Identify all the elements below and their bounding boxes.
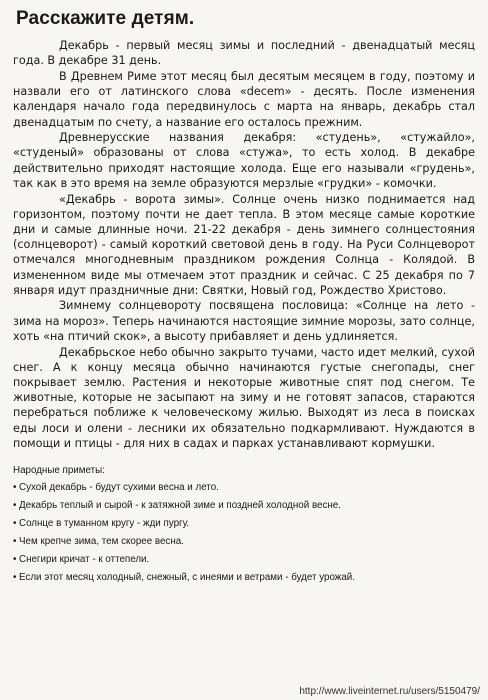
- folk-sign-item: • Сухой декабрь - будут сухими весна и лето.: [13, 479, 475, 497]
- paragraph-5: Зимнему солнцевороту посвящена пословица: «Солнце на лето - зима на мороз». Теперь начинаются настоящие зимние морозы, зато солнце, хоть «на птичий скок», а высоту прибавляет и день удлиняется.: [13, 299, 475, 343]
- folk-sign-item: • Чем крепче зима, тем скорее весна.: [13, 533, 475, 551]
- folk-signs-title: Народные приметы:: [13, 464, 105, 476]
- folk-sign-item: • Солнце в туманном кругу - жди пургу.: [13, 515, 475, 533]
- paragraph-1: Декабрь - первый месяц зимы и последний - двенадцатый месяц года. В декабре 31 день.: [13, 39, 475, 68]
- folk-signs-list: [13, 479, 475, 587]
- watermark-url: http://www.liveinternet.ru/users/5150479/: [299, 686, 480, 697]
- folk-sign-item: • Если этот месяц холодный, снежный, с инеями и ветрами - будет урожай.: [13, 569, 475, 587]
- paragraph-4: «Декабрь - ворота зимы». Солнце очень низко поднимается над горизонтом, поэтому почти не дает тепла. В этом месяце самые короткие дни и самые длинные ночи. 21-22 декабря - день зимнего солнцестояния (солнцеворот) - самый короткий световой день в году. На Руси Солнцеворот отмечался многодневным праздником рождения Солнца - Колядой. В измененном виде мы отмечаем этот праздник и сейчас. С 25 декабря по 7 января идут праздничные дни: Святки, Новый год, Рождество Христово.: [13, 192, 475, 297]
- paragraph-2: В Древнем Риме этот месяц был десятым месяцем в году, поэтому и назвали его от латинского слова «decem» - десять. После изменения календаря начало года передвинулось с марта на январь, декабрь стал двенадцатым по счету, а название его осталось прежним.: [13, 69, 475, 129]
- page-title: Расскажите детям.: [16, 8, 195, 29]
- paragraph-6: Декабрьское небо обычно закрыто тучами, часто идет мелкий, сухой снег. А к концу месяца обычно начинаются густые снегопады, снег покрывает землю. Растения и некоторые животные спят под снегом. Те животные, которые не засыпают на зиму и не готовят запасов, стараются перебраться поближе к человеческому жилью. Выходят из леса в поисках еды лоси и олени - лесники их обязательно подкармливают. Нуждаются в помощи и птицы - для них в садах и парках устанавливают кормушки.: [13, 345, 475, 450]
- folk-sign-item: • Снегири кричат - к оттепели.: [13, 551, 475, 569]
- paragraph-3: Древнерусские названия декабря: «студень», «стужайло», «студеный» образованы от слова «стужа», то есть холод. В декабре действительно приходят настоящие холода. Еще его называли «грудень», так как в это время на земле образуются мерзлые «грудки» - комочки.: [13, 131, 475, 190]
- document-page: [13, 8, 475, 587]
- folk-sign-item: • Декабрь теплый и сырой - к затяжной зиме и поздней холодной весне.: [13, 497, 475, 515]
